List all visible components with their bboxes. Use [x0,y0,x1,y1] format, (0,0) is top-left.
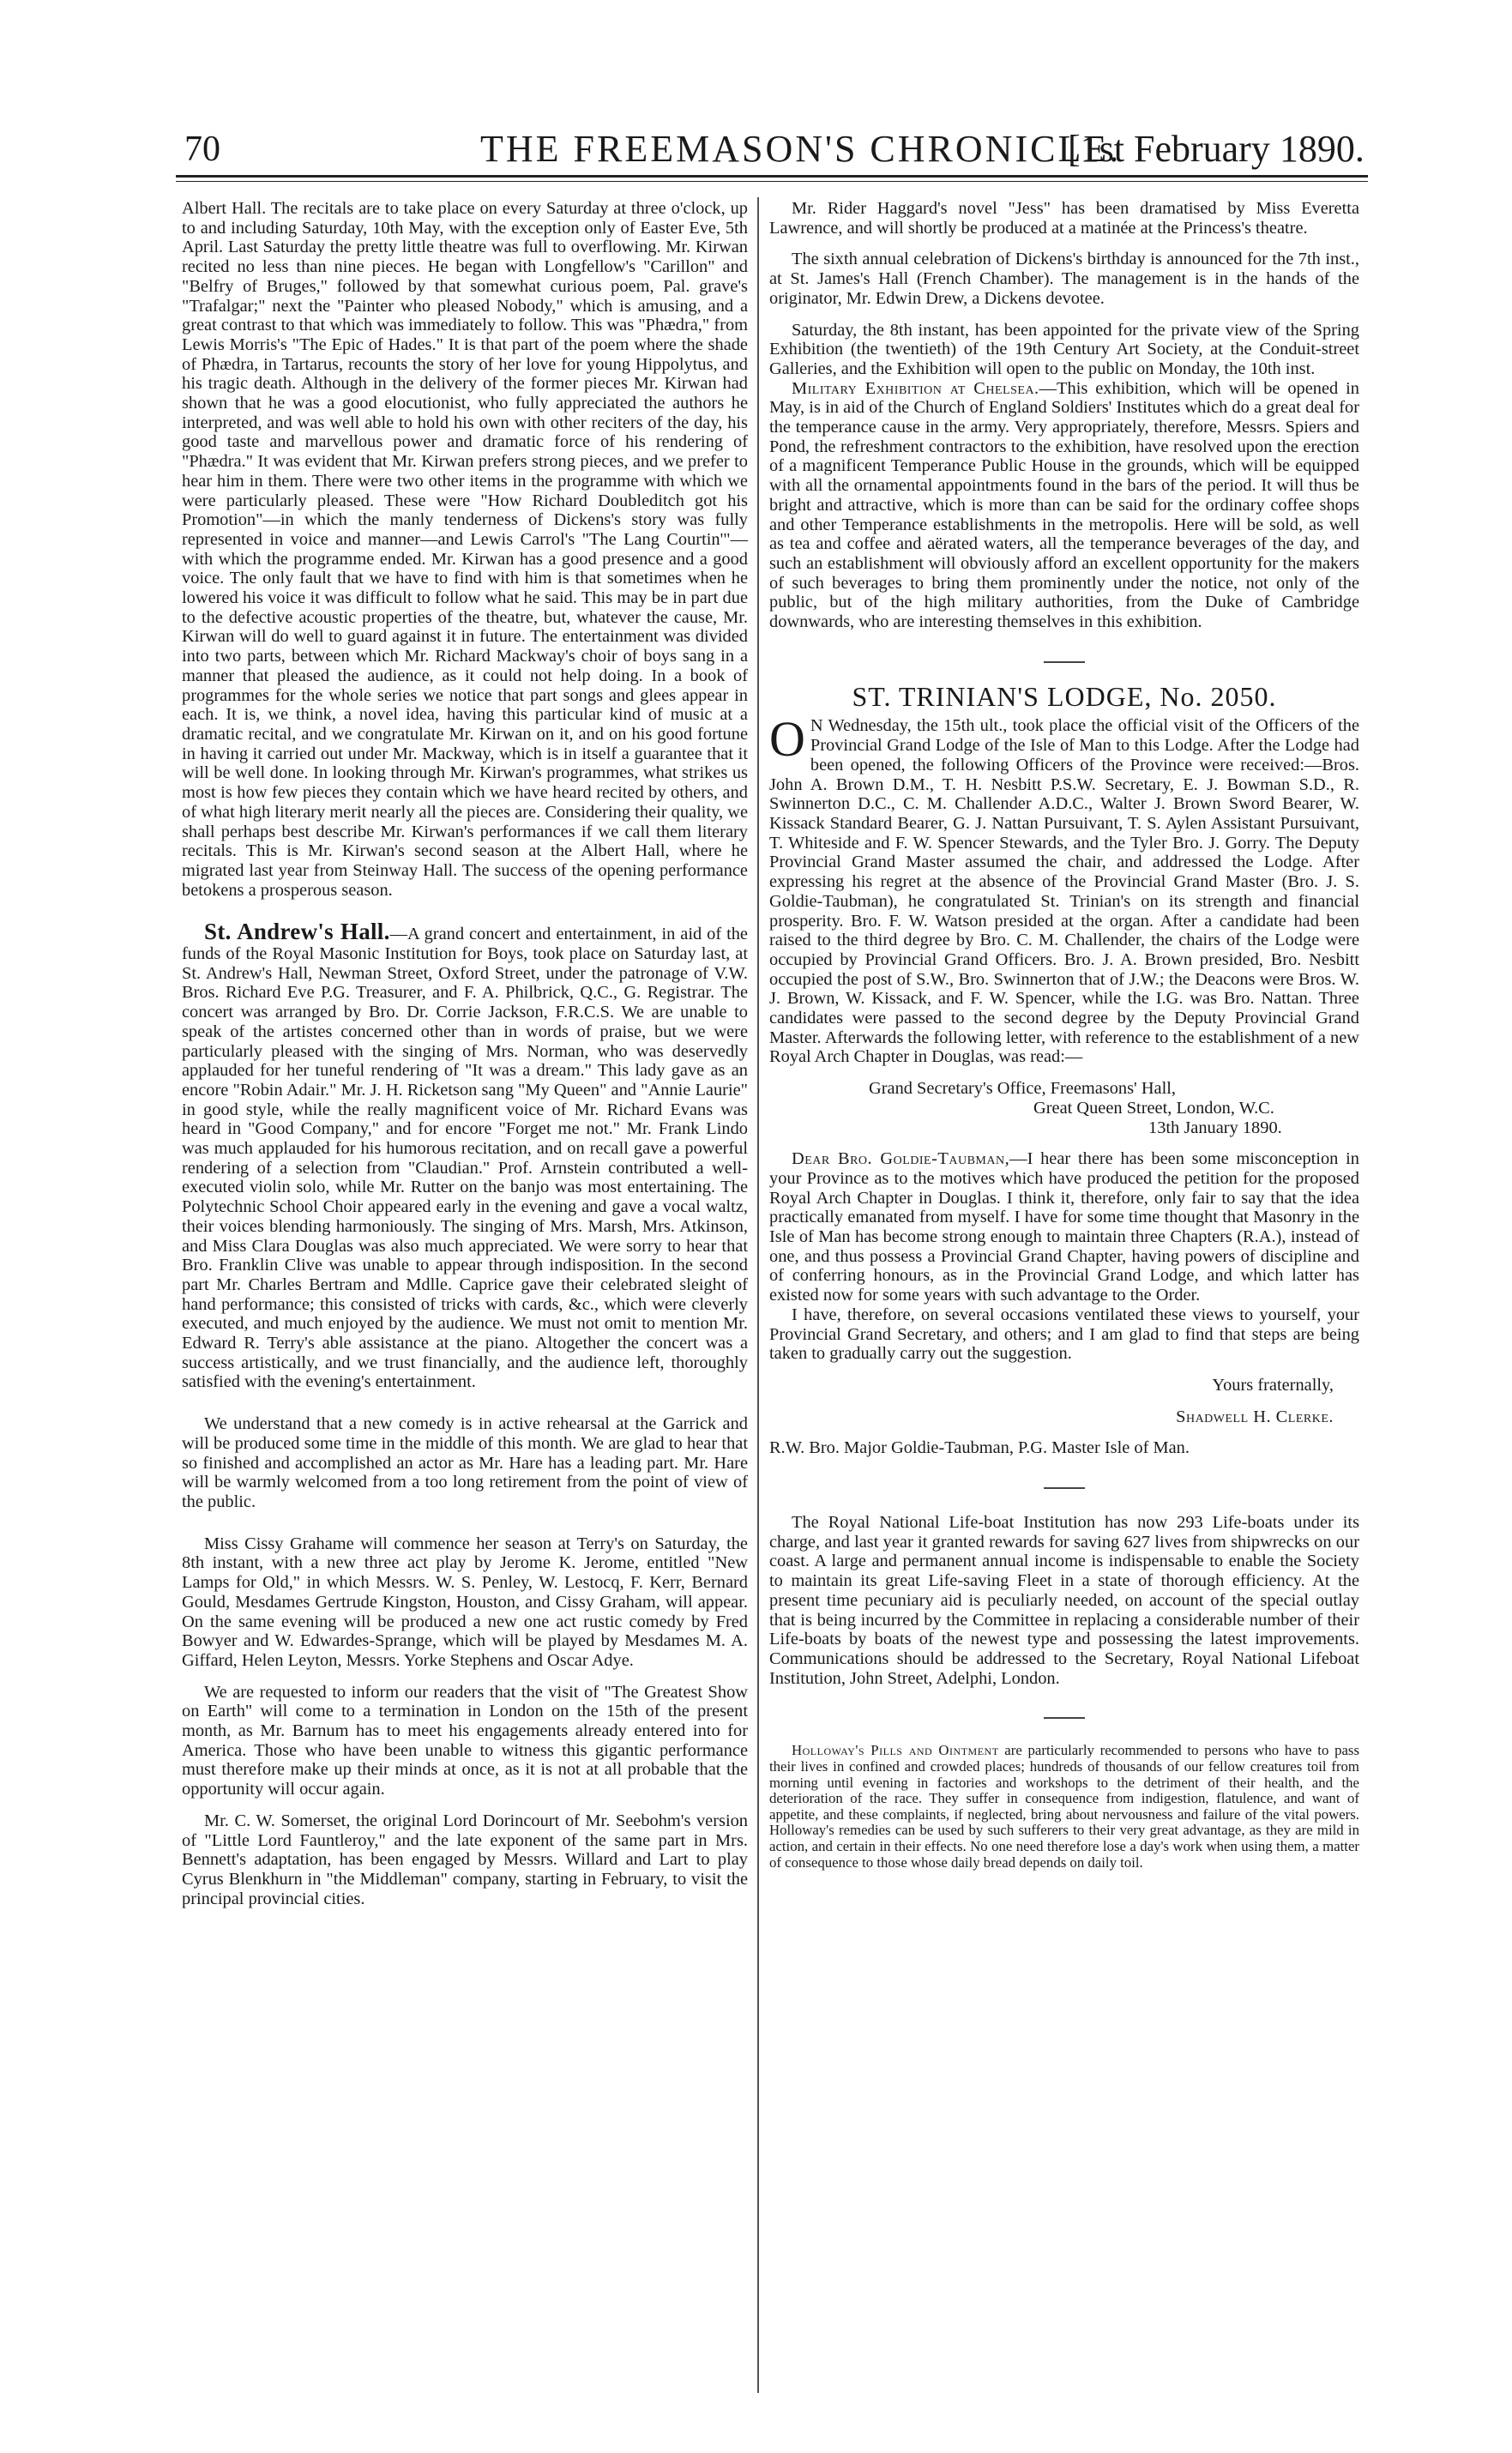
letter-paragraph-1 [769,1149,1359,1305]
left-column [182,199,748,1908]
jess-article: Mr. Rider Haggard's novel "Jess" has been dramatised by Miss Everetta Lawrence, and will shortly be produced at a matinée at the Princess's theatre. [769,199,1359,238]
masthead-title: THE FREEMASON'S CHRONICLE. [480,128,1122,170]
holloway-advertisement [769,1743,1359,1871]
letter-body-1: —I hear there has been some misconception in your Province as to the motives which have produced the petition for the proposed Royal Arch Chapter in Douglas. I think it, therefore, only fair to say that the idea practically emanated from myself. I have for some time thought that Masonry in the Isle of Man has become strong enough to maintain three Chapters (R.A.), instead of one, and thus possess a Provincial Grand Chapter, having powers of discipline and of conferring honours, as in the Provincial Grand Lodge, and which latter has existed now for some years with such advantage to the Order. [769,1149,1359,1305]
military-exhibition-body: —This exhibition, which will be opened in May, is in aid of the Church of England Soldiers' Institutes which do a great deal for the temperance cause in the army. Very appropriately, therefore, Messrs. Spiers and Pond, the refreshment contractors to the exhibition, have resolved upon the erection of a magnificent Temperance Public House in the grounds, which will be equipped with all the ornamental appointments found in the bars of the period. It will thus be bright and attractive, which is more than can be said for the ordinary coffee shops and other Temperance establishments in the metropolis. Here will be sold, as well as tea and coffee and aërated waters, all the temperance beverages of the day, and such an establishment will obviously afford an excellent opportunity for the makers of such beverages to bring them prominently under the notice, not only of the public, but of the high military authorities, from the Duke of Cambridge downwards, who are interesting themselves in this exhibition. [769,378,1359,632]
cissy-grahame-article: Miss Cissy Grahame will commence her season at Terry's on Saturday, the 8th instant, with a new three act play by Jerome K. Jerome, entitled "New Lamps for Old," in which Messrs. W. S. Penley, W. Lestocq, F. Kerr, Bernard Gould, Mesdames Gertrude Kingston, Houston, and Cissy Graham, will appear. On the same evening will be produced a new one act rustic comedy by Fred Bowyer and W. Edwardes-Sprange, which will be played by Mesdames M. A. Giffard, Helen Leyton, Messrs. Yorke Stephens and Oscar Adye. [182,1534,748,1670]
header-rule [176,175,1368,178]
section-separator-2 [1044,1487,1085,1489]
section-separator [1044,661,1085,663]
letter-recipient: R.W. Bro. Major Goldie-Taubman, P.G. Master Isle of Man. [769,1438,1190,1458]
spring-exhibition-article: Saturday, the 8th instant, has been appointed for the private view of the Spring Exhibition (the twentieth) of the 19th Century Art Society, at the Conduit-street Galleries, and the Exhibition will open to the public on Monday, the 10th inst. [769,320,1359,378]
lodge-article [769,711,1359,1067]
page-header [0,0,1512,180]
right-column [769,199,1359,1871]
holloway-body: are particularly recommended to persons who have to pass their lives in confined and crowded places; hundreds of thousands of our fellow creatures toil from morning until evening in factories and workshops to the detriment of their health, and the deterioration of the race. They suffer in consequence from indigestion, flatulence, and want of appetite, and these complaints, if neglected, bring about nervousness and failure of the vital powers. Holloway's remedies can be used by such sufferers to their very great advantage, as they are mild in action, and certain in their effects. No one need therefore lose a day's work when using them, a matter of consequence to those whose daily bread depends on daily toil. [769,1742,1359,1871]
letter-address-line-1: Grand Secretary's Office, Freemasons' Hall, [869,1079,1177,1099]
military-exhibition-heading: Military Exhibition at Chelsea. [792,378,1039,398]
column-divider [757,197,759,2393]
garrick-comedy-article: We understand that a new comedy is in active rehearsal at the Garrick and will be produced some time in the middle of this month. We are glad to hear that so finished and accomplished an actor as Mr. Hare has a leading part. Mr. Hare will be warmly welcomed from a too long retirement from the point of view of the public. [182,1414,748,1511]
st-andrews-article [182,919,748,1392]
page-number: 70 [184,130,220,169]
kirwan-article: Albert Hall. The recitals are to take place on every Saturday at three o'clock, up to and including Saturday, 10th May, with the exception only of Easter Eve, 5th April. Last Saturday the pretty little theatre was full to overflowing. Mr. Kirwan recited no less than nine pieces. He began with Longfellow's "Carillon" and "Belfry of Bruges," followed by that somewhat curious poem, Pal. grave's "Trafalgar;" next the "Painter who pleased Nobody," which is amusing, and a great contrast to that which was immediately to follow. This was "Phædra," from Lewis Morris's "The Epic of Hades." It is that part of the poem where the shade of Phædra, in Tartarus, recounts the story of her love for young Hippolytus, and his tragic death. Although in the delivery of the former pieces Mr. Kirwan had shown that he was a good elocutionist, who fully appreciated the authors he interpreted, and was well able to hold his own with other reciters of the day, his good taste and marvellous power and dramatic force of his rendering of "Phædra." It was evident that Mr. Kirwan prefers strong pieces, and we prefer to hear him in them. There were two other items in the programme with which we were particularly pleased. These were "How Richard Doubleditch got his Promotion"—in which the manly tenderness of Dickens's story was fully represented in voice and manner—and Lewis Carrol's "The Lang Courtin'"—with which the programme ended. Mr. Kirwan has a good presence and a good voice. The only fault that we have to find with him is that sometimes when he lowered his voice it was difficult to follow what he said. This may be in part due to the defective acoustic properties of the theatre, but, whatever the cause, Mr. Kirwan will do well to guard against it in future. The entertainment was divided into two parts, between which Mr. Richard Mackway's choir of boys sang in a manner that pleased the audience, as it could not help doing. In a book of programmes for the whole series we notice that part songs and glees appear in each. It is, we think, a novel idea, having this particular kind of music at a dramatic recital, and we congratulate Mr. Kirwan on it, and on his good fortune in having it carried out under Mr. Mackway, which is in itself a guarantee that it will be well done. In looking through Mr. Kirwan's programmes, what strikes us most is how few pieces they contain which we have heard recited by others, and of what high literary merit nearly all the pieces are. Considering their quality, we shall perhaps best describe Mr. Kirwan's performances if we call them literary recitals. This is Mr. Kirwan's second season at the Albert Hall, where he migrated last year from Steinway Hall. The success of the opening performance betokens a prosperous season. [182,199,748,900]
st-andrews-body: —A grand concert and entertainment, in aid of the funds of the Royal Masonic Institution for Boys, took place on Saturday last, at St. Andrew's Hall, Newman Street, Oxford Street, under the patronage of V.W. Bros. Richard Eve P.G. Treasurer, and F. A. Philbrick, Q.C., G. Registrar. The concert was arranged by Bro. Dr. Corrie Jackson, F.R.C.S. We are unable to speak of the artistes concerned other than in words of praise, but we were particularly pleased with the singing of Mrs. Norman, who was deservedly applauded for her tuneful rendering of "It was a dream." This lady gave as an encore "Robin Adair." Mr. J. H. Ricketson sang "My Queen" and "Annie Laurie" in good style, while the really magnificent voice of Mr. Richard Evans was heard in "Good Company," and for encore "Forget me not." Mr. Frank Lindo was much applauded for his humorous recitation, and on recall gave a powerful rendering of a selection from "Claudian." Prof. Arnstein contributed a well-executed violin solo, while Mr. Rutter on the banjo was most entertaining. The Polytechnic School Choir appeared early in the evening and gave a vocal waltz, their voices blending harmoniously. The singing of Mrs. Marsh, Mrs. Atkinson, and Miss Clara Douglas was also much appreciated. We were sorry to hear that Bro. Franklin Clive was unable to appear through indisposition. In the second part Mr. Charles Bertram and Mdlle. Caprice gave their celebrated sleight of hand performance; this consisted of tricks with cards, &c., which were cleverly executed, and much enjoyed by the audience. We must not omit to mention Mr. Edward R. Terry's able assistance at the piano. Altogether the concert was a success artistically, and we trust financially, and the audience left, thoroughly satisfied with the evening's entertainment. [182,925,748,1392]
dickens-article: The sixth annual celebration of Dickens's birthday is announced for the 7th inst., at St. James's Hall (French Chamber). The management is in the hands of the originator, Mr. Edwin Drew, a Dickens devotee. [769,250,1359,308]
holloway-heading: Holloway's Pills and Ointment [792,1742,999,1759]
lodge-title: ST. TRINIAN'S LODGE, No. 2050. [852,680,1277,712]
letter-address-line-2: Great Queen Street, London, W.C. [1033,1098,1274,1118]
drop-cap: O [769,711,805,768]
letter-closing: Yours fraternally, [1212,1375,1334,1395]
letter-paragraph-2: I have, therefore, on several occasions ventilated these views to yourself, your Provincial Grand Secretary, and others; and I am glad to find that steps are being taken to gradually carry out the suggestion. [769,1305,1359,1364]
issue-date: [1st February 1890. [1068,128,1364,170]
letter-date: 13th January 1890. [1148,1118,1282,1137]
military-exhibition-article [769,379,1359,632]
letter-signature: Shadwell H. Clerke. [1176,1407,1334,1426]
header-rule-thin [176,181,1368,182]
lifeboat-article: The Royal National Life-boat Institution has now 293 Life-boats under its charge, and last year it granted rewards for saving 627 lives from shipwrecks on our coast. A large and permanent annual income is indispensable to enable the Society to maintain its great Life-saving Fleet in a state of thorough efficiency. At the present time pecuniary aid is peculiarly needed, on account of the special outlay that is being incurred by the Committee in replacing a considerable number of their Life-boats by boats of the newest type and possessing the latest improvements. Communications should be addressed to the Secretary, Royal National Lifeboat Institution, John Street, Adelphi, London. [769,1513,1359,1688]
barnum-article: We are requested to inform our readers that the visit of "The Greatest Show on Earth" will come to a termination in London on the 15th of the present month, as Mr. Barnum has to meet his engagements already entered into for America. Those who have been unable to witness this gigantic performance must therefore make up their minds at once, as it is not at all probable that the opportunity will occur again. [182,1682,748,1799]
lodge-body: N Wednesday, the 15th ult., took place the official visit of the Officers of the Provincial Grand Lodge of the Isle of Man to this Lodge. After the Lodge had been opened, the following Officers of the Province were received:—Bros. John A. Brown D.M., T. H. Nesbitt P.S.W. Secretary, E. J. Bowman S.D., R. Swinnerton D.C., C. M. Challender A.D.C., Walter J. Brown Sword Bearer, W. Kissack Standard Bearer, G. J. Nattan Pursuivant, T. S. Aylen Assistant Pursuivant, T. Whiteside and F. W. Spencer Stewards, and the Tyler Bro. J. Gorry. The Deputy Provincial Grand Master assumed the chair, and addressed the Lodge. After expressing his regret at the absence of the Provincial Grand Master (Bro. J. S. Goldie-Taubman), he congratulated St. Trinian's on its strength and financial prosperity. Bro. F. W. Watson presided at the organ. After a candidate had been raised to the third degree by Bro. C. M. Challender, the chairs of the Lodge were occupied by Provincial Grand Officers. Bro. J. A. Brown presided, Bro. Nesbitt occupied the post of S.W., Bro. Swinnerton that of J.W.; the Deacons were Bros. W. J. Brown, W. Kissack, and F. W. Spencer, while the I.G. was Bro. Nattan. Three candidates were passed to the second degree by the Deputy Provincial Grand Master. Afterwards the following letter, with reference to the establishment of a new Royal Arch Chapter in Douglas, was read:— [769,716,1359,1067]
section-separator-3 [1044,1717,1085,1719]
letter-salutation: Dear Bro. Goldie-Taubman, [792,1149,1010,1169]
st-andrews-heading: St. Andrew's Hall. [204,919,390,945]
somerset-article: Mr. C. W. Somerset, the original Lord Dorincourt of Mr. Seebohm's version of "Little Lord Fauntleroy," and the late exponent of the same part in Mrs. Bennett's adaptation, has been engaged by Messrs. Willard and Lart to play Cyrus Blenkhurn in "the Middleman" company, starting in February, to visit the principal provincial cities. [182,1811,748,1908]
